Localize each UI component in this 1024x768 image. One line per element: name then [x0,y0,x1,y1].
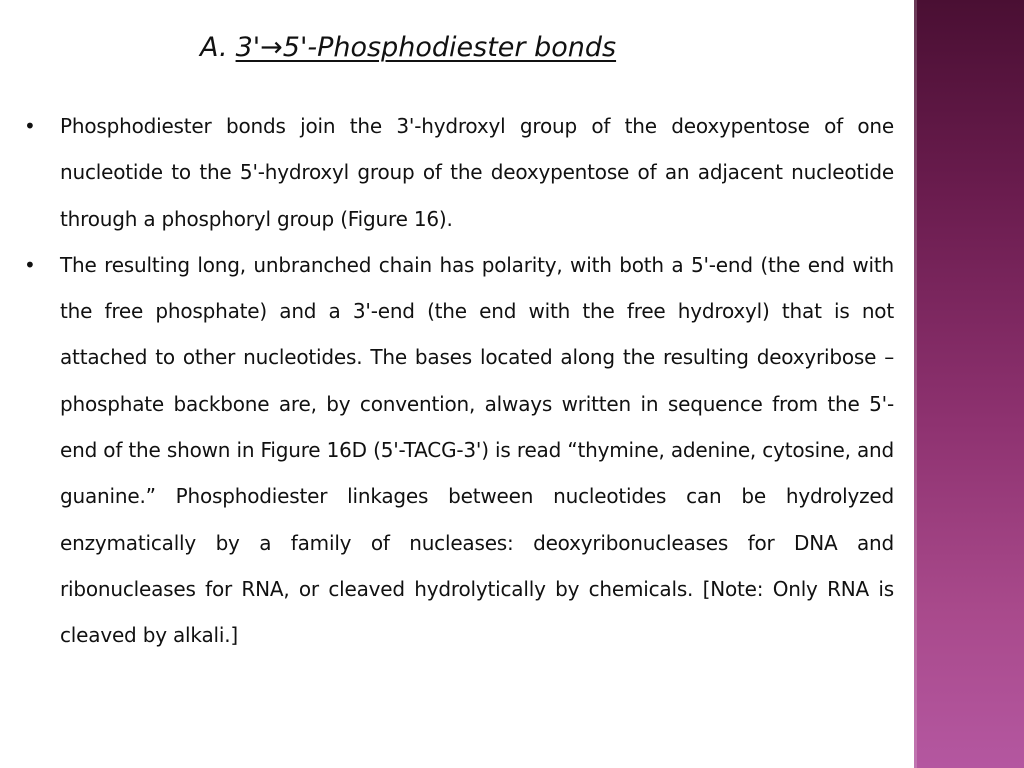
decorative-sidebar [914,0,1024,768]
bullet-list [24,103,894,659]
bullet-icon: • [24,252,36,277]
bullet-text: Phosphodiester bonds join the 3'-hydroxyl group of the deoxypentose of one nucleotide to the 5'-hydroxyl group of the deoxypentose of an adjacent nucleotide through a phosphoryl group (Figure 16). [60,114,894,231]
bullet-icon: • [24,114,36,138]
bullet-item [24,242,894,659]
bullet-item [24,103,894,242]
bullet-text: The resulting long, unbranched chain has polarity, with both a 5'-end (the end with the free phosphate) and a 3'-end (the end with the free hydroxyl) that is not attached to other nucleotides. The bases located along the resulting deoxyribose –phosphate backbone are, by convention, always written in sequence from the 5'-end of the shown in Figure 16D (5'-TACG-3') is read “thymine, adenine, cytosine, and guanine.” Phosphodiester linkages between nucleotides can be hydrolyzed enzymatically by a family of nucleases: deoxyribonucleases for DNA and ribonucleases for RNA, or cleaved hydrolytically by chemicals. [Note: Only RNA is cleaved by alkali.] [60,252,894,648]
title-prefix: A. [200,32,228,63]
title-text: 3'→5'-Phosphodiester bonds [235,32,617,63]
slide-title [200,28,800,68]
